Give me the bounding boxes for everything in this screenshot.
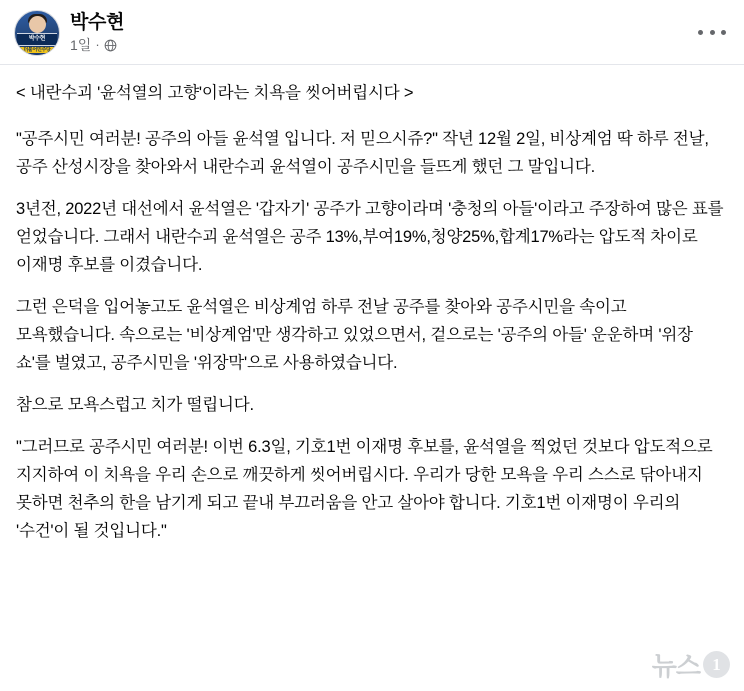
post-header xyxy=(0,0,744,62)
globe-icon xyxy=(104,39,117,52)
post-meta xyxy=(70,37,124,53)
avatar-strip xyxy=(20,47,54,53)
watermark-badge: 1 xyxy=(703,651,730,678)
watermark-text: 뉴스 xyxy=(651,651,700,681)
meta-separator: · xyxy=(95,37,100,52)
more-options-icon[interactable] xyxy=(698,24,726,40)
more-dot xyxy=(721,30,726,35)
avatar-banner-label: 박수현 xyxy=(28,36,46,42)
avatar[interactable] xyxy=(14,10,60,56)
post-headline: < 내란수괴 '윤석열의 고향'이라는 치욕을 씻어버립시다 > xyxy=(16,84,414,102)
post-header-text xyxy=(70,10,124,53)
avatar-strip-label: 더불어민주당 xyxy=(23,47,51,53)
post-timestamp[interactable]: 1일 xyxy=(70,37,92,53)
post-paragraph: "공주시민 여러분! 공주의 아들 윤석열 입니다. 저 믿으시쥬?" 작년 12월 2일, 비상계엄 딱 하루 전날, 공주 산성시장을 찾아와서 내란수괴 윤석열이 공주시민을 들뜨게 했던 그 말입니다. xyxy=(16,130,709,176)
post-paragraph: 참으로 모욕스럽고 치가 떨립니다. xyxy=(16,396,254,414)
avatar-banner xyxy=(17,33,57,46)
post-paragraph: "그러므로 공주시민 여러분! 이번 6.3일, 기호1번 이재명 후보를, 윤석열을 찍었던 것보다 압도적으로 지지하여 이 치욕을 우리 손으로 깨끗하게 씻어버립시다. 우리가 당한 모욕을 우리 스스로 닦아내지 못하면 천추의 한을 남기게 되고 끝내 부끄러움을 안고 살아야 합니다. 기호1번 이재명이 우리의 '수건'이 될 것입니다." xyxy=(16,438,713,540)
author-name[interactable]: 박수현 xyxy=(70,12,125,33)
watermark xyxy=(652,646,730,683)
post-paragraph: 3년전, 2022년 대선에서 윤석열은 '갑자기' 공주가 고향이라며 '충청의 아들'이라고 주장하여 많은 표를 얻었습니다. 그래서 내란수괴 윤석열은 공주 13%,부여19%,청양25%,합계17%라는 압도적 차이로 이재명 후보를 이겼습니다. xyxy=(16,200,724,274)
more-dot xyxy=(698,30,703,35)
avatar-face xyxy=(29,16,46,33)
post-body xyxy=(0,65,744,545)
post-paragraph: 그런 은덕을 입어놓고도 윤석열은 비상계엄 하루 전날 공주를 찾아와 공주시민을 속이고 모욕했습니다. 속으로는 '비상계엄'만 생각하고 있었으면서, 겉으로는 '공주의 아들' 운운하며 '위장 쇼'를 벌였고, 공주시민을 '위장막'으로 사용하였습니다. xyxy=(16,298,693,372)
more-dot xyxy=(710,30,715,35)
